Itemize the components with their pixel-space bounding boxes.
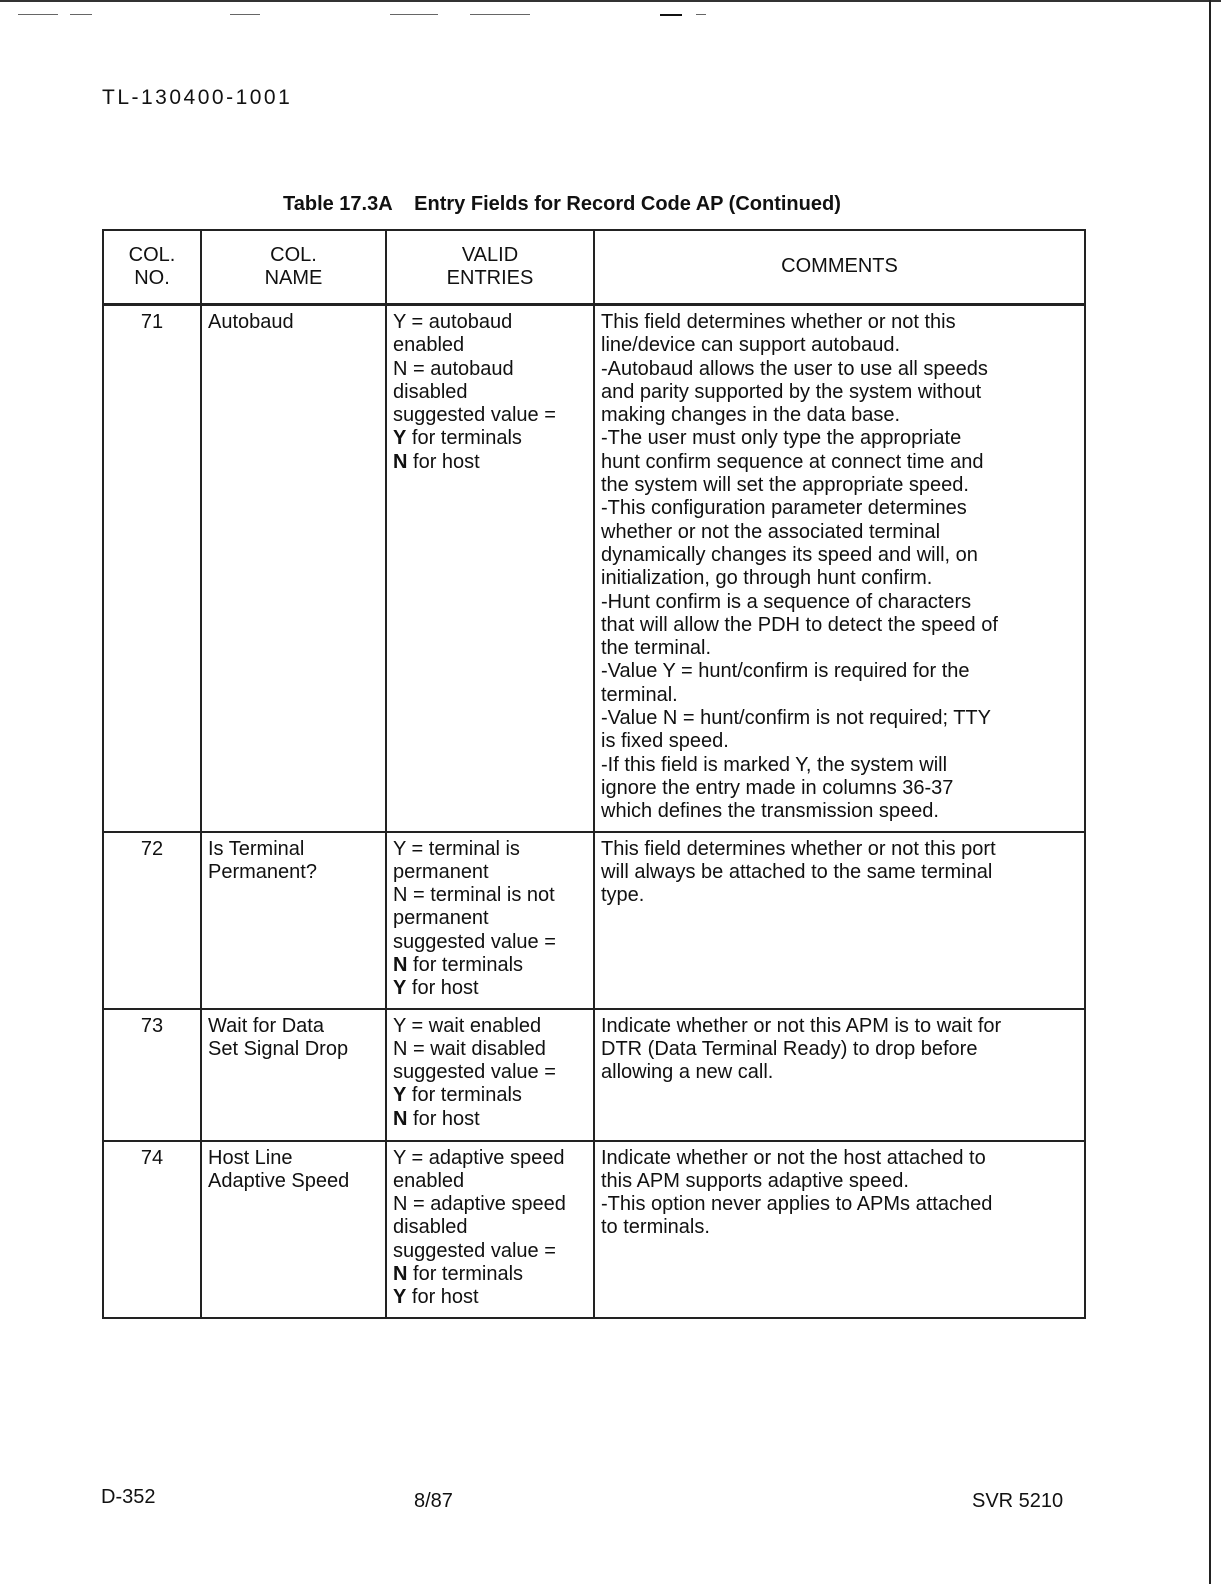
valid-entry-line: [393, 861, 587, 884]
comment-line: line/device can support autobaud.: [601, 334, 901, 357]
valid-entry-text: enabled: [393, 334, 465, 357]
valid-entry-line: [393, 334, 587, 357]
page-edge-top: [0, 0, 1221, 2]
valid-entry-line: [393, 311, 587, 334]
cell-col-name: [201, 305, 386, 832]
comment-line: the system will set the appropriate speed.: [601, 474, 969, 497]
cell-col-name: [201, 832, 386, 1009]
cell-col-no: 72: [103, 832, 201, 1009]
valid-entry-bold-value: Y: [393, 1084, 407, 1107]
cell-comments: [594, 832, 1085, 1009]
col-name-line: Wait for Data: [208, 1014, 324, 1037]
cell-comments: [594, 1009, 1085, 1141]
valid-entry-line: [393, 1240, 587, 1263]
cell-col-no: 71: [103, 305, 201, 832]
valid-entry-line: [393, 1147, 587, 1170]
comment-line: will always be attached to the same terminal: [601, 860, 993, 883]
valid-entry-line: [393, 1170, 587, 1193]
entry-fields-table-container: [102, 229, 1084, 1319]
valid-entry-text: suggested value =: [393, 404, 556, 427]
valid-entry-text: for terminals: [407, 953, 524, 976]
valid-entry-line: [393, 931, 587, 954]
comment-line: Indicate whether or not this APM is to wait for: [601, 1014, 1002, 1037]
valid-entry-text: N = adaptive speed: [393, 1193, 566, 1216]
valid-entry-line: [393, 1263, 587, 1286]
table-row: [103, 832, 1085, 1009]
table-body: [103, 305, 1085, 1318]
valid-entry-line: [393, 1015, 587, 1038]
valid-entry-line: [393, 884, 587, 907]
comment-line: -The user must only type the appropriate: [601, 427, 962, 450]
valid-entry-line: [393, 1084, 587, 1107]
header-col-no: COL. NO.: [103, 230, 201, 305]
valid-entry-bold-value: N: [393, 1262, 408, 1285]
valid-entry-line: [393, 381, 587, 404]
table-row: [103, 1009, 1085, 1141]
table-number: Table 17.3A: [283, 193, 392, 215]
valid-entry-text: suggested value =: [393, 1061, 556, 1084]
valid-entry-text: for host: [406, 1286, 479, 1309]
col-name-line: Host Line: [208, 1146, 293, 1169]
comment-line: terminal.: [601, 683, 678, 706]
scan-artifact-marks: [0, 14, 1221, 20]
comment-line: whether or not the associated terminal: [601, 520, 941, 543]
footer-page-number: D-352: [101, 1486, 156, 1508]
valid-entry-line: [393, 907, 587, 930]
valid-entry-bold-value: Y: [393, 977, 407, 1000]
entry-fields-table: [102, 229, 1086, 1319]
valid-entry-text: for host: [407, 450, 480, 473]
comment-line: that will allow the PDH to detect the speed of: [601, 613, 998, 636]
valid-entry-text: suggested value =: [393, 930, 556, 953]
table-header-row: [103, 230, 1085, 305]
cell-valid-entries: [386, 1009, 594, 1141]
cell-col-no: 73: [103, 1009, 201, 1141]
comment-line: initialization, go through hunt confirm.: [601, 567, 933, 590]
comment-line: and parity supported by the system without: [601, 380, 982, 403]
page-edge-right: [1209, 0, 1211, 1584]
valid-entry-text: N = wait disabled: [393, 1037, 546, 1060]
cell-col-no: 74: [103, 1141, 201, 1318]
col-name-line: Autobaud: [208, 311, 294, 333]
valid-entry-text: Y = wait enabled: [393, 1014, 542, 1037]
header-comments: COMMENTS: [594, 230, 1085, 305]
comment-line: -Value Y = hunt/confirm is required for the: [601, 660, 970, 683]
header-valid-entries: VALID ENTRIES: [386, 230, 594, 305]
comment-line: -If this field is marked Y, the system will: [601, 753, 948, 776]
valid-entry-line: [393, 1286, 587, 1309]
valid-entry-text: suggested value =: [393, 1239, 556, 1262]
valid-entry-bold-value: Y: [393, 427, 407, 450]
valid-entry-line: [393, 1216, 587, 1239]
cell-valid-entries: [386, 832, 594, 1009]
comment-line: allowing a new call.: [601, 1061, 774, 1084]
valid-entry-line: [393, 451, 587, 474]
valid-entry-text: Y = adaptive speed: [393, 1146, 565, 1169]
valid-entry-text: enabled: [393, 1169, 465, 1192]
cell-comments: [594, 305, 1085, 832]
valid-entry-line: [393, 977, 587, 1000]
table-row: [103, 305, 1085, 832]
comment-line: -Hunt confirm is a sequence of characters: [601, 590, 972, 613]
valid-entry-text: permanent: [393, 907, 489, 930]
comment-line: This field determines whether or not this: [601, 311, 956, 333]
valid-entry-text: for terminals: [406, 427, 522, 450]
comment-line: This field determines whether or not this port: [601, 837, 996, 860]
comment-line: DTR (Data Terminal Ready) to drop before: [601, 1037, 978, 1060]
col-name-line: Permanent?: [208, 860, 317, 883]
cell-valid-entries: [386, 1141, 594, 1318]
document-id: TL-130400-1001: [102, 86, 293, 109]
cell-col-name: [201, 1009, 386, 1141]
comment-line: dynamically changes its speed and will, on: [601, 543, 978, 566]
comment-line: is fixed speed.: [601, 730, 729, 753]
cell-valid-entries: [386, 305, 594, 832]
cell-comments: [594, 1141, 1085, 1318]
footer-release: SVR 5210: [972, 1490, 1064, 1512]
valid-entry-text: N = autobaud: [393, 357, 514, 380]
table-caption: [283, 193, 841, 216]
valid-entry-text: for terminals: [407, 1262, 524, 1285]
valid-entry-bold-value: N: [393, 953, 408, 976]
valid-entry-line: [393, 1038, 587, 1061]
comment-line: -This option never applies to APMs attached: [601, 1193, 993, 1216]
valid-entry-text: Y = autobaud: [393, 311, 513, 333]
valid-entry-line: [393, 954, 587, 977]
footer-date: 8/87: [414, 1490, 453, 1512]
col-name-line: Adaptive Speed: [208, 1169, 350, 1192]
valid-entry-text: for terminals: [406, 1084, 522, 1107]
comment-line: ignore the entry made in columns 36-37: [601, 776, 954, 799]
valid-entry-text: for host: [407, 1107, 480, 1130]
valid-entry-bold-value: N: [393, 1107, 408, 1130]
comment-line: which defines the transmission speed.: [601, 800, 939, 823]
valid-entry-text: disabled: [393, 380, 468, 403]
col-name-line: Set Signal Drop: [208, 1037, 349, 1060]
cell-col-name: [201, 1141, 386, 1318]
valid-entry-line: [393, 1108, 587, 1131]
col-name-line: Is Terminal: [208, 837, 305, 860]
valid-entry-line: [393, 427, 587, 450]
valid-entry-bold-value: N: [393, 450, 408, 473]
comment-line: Indicate whether or not the host attached to: [601, 1146, 986, 1169]
comment-line: -This configuration parameter determines: [601, 497, 967, 520]
comment-line: hunt confirm sequence at connect time and: [601, 450, 984, 473]
valid-entry-text: Y = terminal is: [393, 837, 520, 860]
valid-entry-line: [393, 358, 587, 381]
valid-entry-text: N = terminal is not: [393, 884, 555, 907]
table-row: [103, 1141, 1085, 1318]
valid-entry-text: for host: [406, 977, 479, 1000]
valid-entry-text: disabled: [393, 1216, 468, 1239]
valid-entry-line: [393, 1193, 587, 1216]
comment-line: to terminals.: [601, 1216, 710, 1239]
header-col-name: COL. NAME: [201, 230, 386, 305]
valid-entry-line: [393, 404, 587, 427]
comment-line: -Autobaud allows the user to use all speeds: [601, 357, 988, 380]
table-title: Entry Fields for Record Code AP (Continued): [414, 193, 841, 215]
comment-line: this APM supports adaptive speed.: [601, 1169, 909, 1192]
valid-entry-line: [393, 838, 587, 861]
comment-line: -Value N = hunt/confirm is not required; TTY: [601, 707, 991, 730]
valid-entry-bold-value: Y: [393, 1286, 407, 1309]
comment-line: type.: [601, 884, 645, 907]
comment-line: the terminal.: [601, 637, 712, 660]
valid-entry-line: [393, 1061, 587, 1084]
valid-entry-text: permanent: [393, 860, 489, 883]
comment-line: making changes in the data base.: [601, 404, 901, 427]
